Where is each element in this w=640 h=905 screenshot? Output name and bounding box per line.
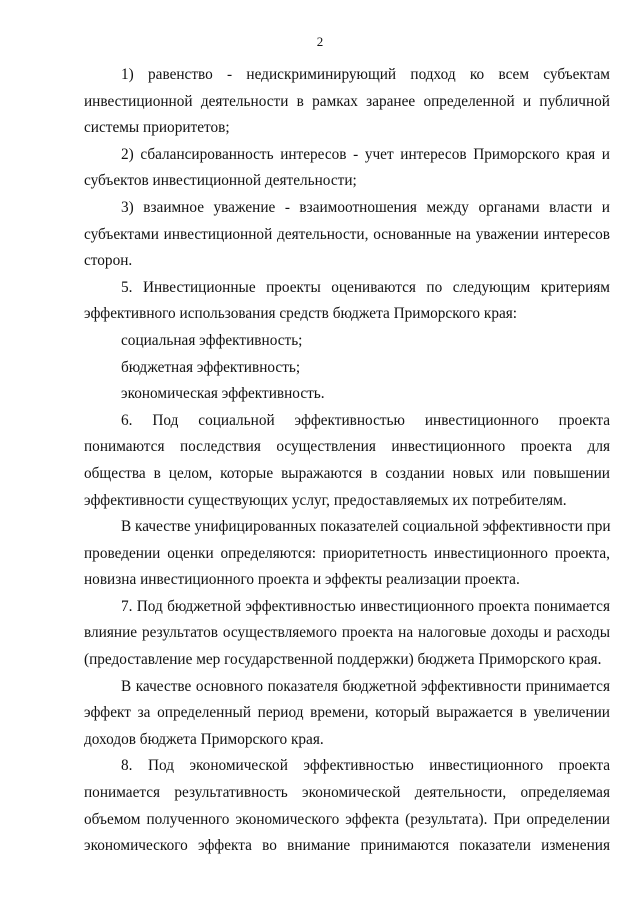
text-line: инвестиционной деятельности в рамках заранее определенной и публичной <box>84 92 610 110</box>
text-line: 5. Инвестиционные проекты оцениваются по следующим критериям <box>121 278 610 296</box>
text-line: эффект за определенный период времени, который выражается в увеличении <box>84 704 610 722</box>
text-line: 1) равенство - недискриминирующий подход ко всем субъектам <box>121 66 610 83</box>
text-line: 8. Под экономической эффективностью инвестиционного проекта <box>121 757 610 775</box>
text-line: объемом полученного экономического эффекта (результата). При определении <box>84 810 610 828</box>
text-line: эффективного использования средств бюджета Приморского края: <box>84 305 518 323</box>
text-line: социальная эффективность; <box>121 331 303 349</box>
text-line: бюджетная эффективность; <box>121 358 301 376</box>
text-line: субъектами инвестиционной деятельности, основанные на уважении интересов <box>84 225 610 243</box>
text-line: системы приоритетов; <box>84 119 230 137</box>
text-line: (предоставление мер государственной поддержки) бюджета Приморского края. <box>84 651 602 669</box>
text-line: доходов бюджета Приморского края. <box>84 730 324 748</box>
text-line: влияние результатов осуществляемого проекта на налоговые доходы и расходы <box>84 624 610 642</box>
text-line: общества в целом, которые выражаются в создании новых или повышении <box>84 464 610 482</box>
text-line: 3) взаимное уважение - взаимоотношения между органами власти и <box>121 198 610 216</box>
text-line: субъектов инвестиционной деятельности; <box>84 172 357 190</box>
text-line: экономическая эффективность. <box>121 385 325 403</box>
text-line: В качестве унифицированных показателей социальной эффективности при <box>121 518 611 536</box>
page-number: 2 <box>316 34 324 49</box>
text-line: 7. Под бюджетной эффективностью инвестиционного проекта понимается <box>121 597 610 615</box>
text-line: понимается результативность экономической деятельности, определяемая <box>84 784 610 802</box>
text-line: понимаются последствия осуществления инвестиционного проекта для <box>84 438 610 456</box>
text-line: новизна инвестиционного проекта и эффекты реализации проекта. <box>84 571 520 589</box>
text-line: эффективности существующих услуг, предоставляемых их потребителям. <box>84 491 567 509</box>
text-line: проведении оценки определяются: приоритетность инвестиционного проекта, <box>84 544 610 562</box>
text-line: сторон. <box>84 252 133 270</box>
text-line: экономического эффекта во внимание принимаются показатели изменения <box>84 837 610 855</box>
text-line: В качестве основного показателя бюджетной эффективности принимается <box>121 677 610 695</box>
text-line: 2) сбалансированность интересов - учет интересов Приморского края и <box>121 145 610 163</box>
text-line: 6. Под социальной эффективностью инвестиционного проекта <box>121 411 610 429</box>
document-body <box>84 62 610 860</box>
